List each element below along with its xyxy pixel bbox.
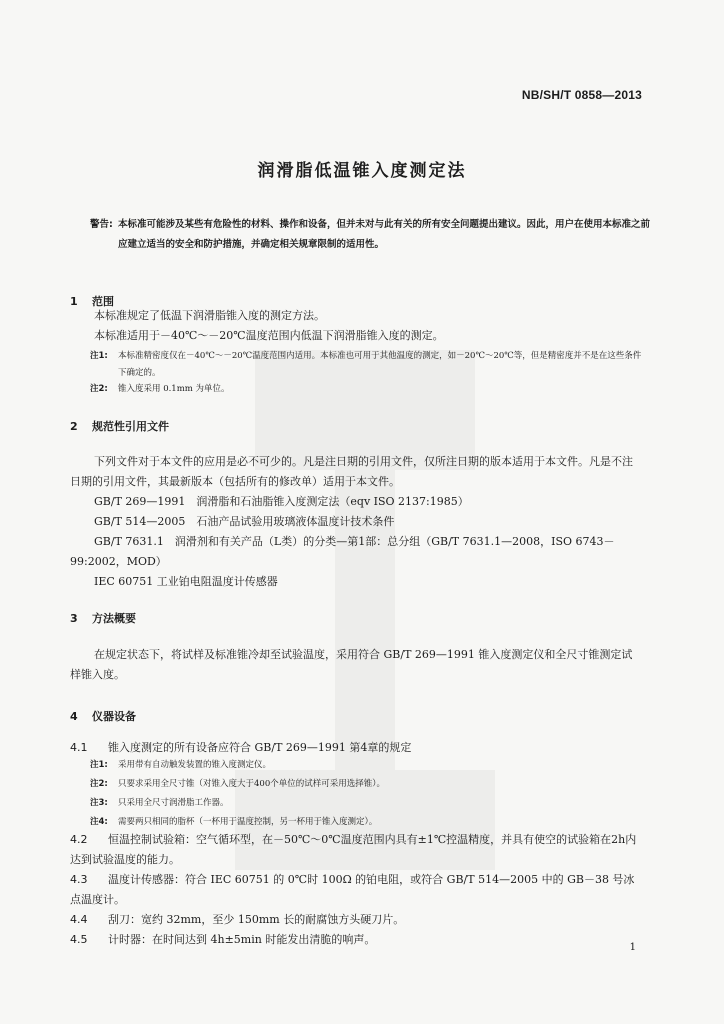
note-text: 需要两只相同的脂杯（一杯用于温度控制，另一杯用于锥入度测定）。 bbox=[118, 817, 378, 827]
note-text: 只要求采用全尺寸锥（对锥入度大于400个单位的试样可采用选择锥）。 bbox=[118, 779, 385, 789]
clause-4-5 bbox=[70, 930, 642, 950]
section-title: 范围 bbox=[92, 295, 114, 308]
note-text: 只采用全尺寸润滑脂工作器。 bbox=[118, 798, 229, 808]
note-4-4 bbox=[90, 814, 645, 831]
note-label: 注2: bbox=[90, 384, 108, 394]
clause-number: 4.4 bbox=[70, 913, 88, 926]
reference-item: IEC 60751 工业铂电阻温度计传感器 bbox=[94, 575, 278, 588]
clause-text: 计时器：在时间达到 4h±5min 时能发出清脆的响声。 bbox=[108, 933, 376, 946]
warning-block bbox=[90, 215, 650, 255]
note-label: 注1: bbox=[90, 760, 108, 770]
warning-label: 警告: bbox=[90, 219, 113, 230]
section-title: 仪器设备 bbox=[92, 710, 136, 723]
warning-text: 本标准可能涉及某些有危险性的材料、操作和设备，但并未对与此有关的所有安全问题提出建议。因此，用户在使用本标准之前应建立适当的安全和防护措施，并确定相关规章限制的适用性。 bbox=[118, 219, 651, 250]
note-label: 注3: bbox=[90, 798, 108, 808]
clause-number: 4.1 bbox=[70, 741, 88, 754]
section-title: 规范性引用文件 bbox=[92, 420, 169, 433]
section-number: 2 bbox=[70, 420, 78, 433]
clause-4-2 bbox=[70, 830, 642, 870]
note-text: 本标准精密度仅在－40℃～－20℃温度范围内适用。本标准也可用于其他温度的测定，如－20℃～20℃等，但是精密度并不是在这些条件下确定的。 bbox=[118, 351, 642, 378]
reference-item: GB/T 7631.1 润滑剂和有关产品（L类）的分类—第1部：总分组（GB/T 7631.1—2008，ISO 6743－99:2002，MOD） bbox=[70, 535, 615, 568]
note-label: 注2: bbox=[90, 779, 108, 789]
section-number: 4 bbox=[70, 710, 78, 723]
references-intro: 下列文件对于本文件的应用是必不可少的。凡是注日期的引用文件，仅所注日期的版本适用于本文件。凡是不注日期的引用文件，其最新版本（包括所有的修改单）适用于本文件。 bbox=[70, 455, 633, 488]
clause-4-4 bbox=[70, 910, 642, 930]
page-number: 1 bbox=[629, 942, 636, 953]
clause-text: 锥入度测定的所有设备应符合 GB/T 269—1991 第4章的规定 bbox=[108, 741, 412, 754]
note-4-2 bbox=[90, 776, 645, 793]
section-title: 方法概要 bbox=[92, 612, 136, 625]
note-label: 注1: bbox=[90, 351, 108, 361]
note-label: 注4: bbox=[90, 817, 108, 827]
clause-4-1 bbox=[70, 738, 642, 758]
clause-number: 4.2 bbox=[70, 833, 88, 846]
section-heading-2 bbox=[70, 418, 169, 434]
clause-text: 温度计传感器：符合 IEC 60751 的 0℃时 100Ω 的铂电阻，或符合 GB/T 514—2005 中的 GB－38 号冰点温度计。 bbox=[70, 873, 635, 906]
section-heading-4 bbox=[70, 708, 136, 724]
note-4-3 bbox=[90, 795, 645, 812]
reference-item: GB/T 269—1991 润滑脂和石油脂锥入度测定法（eqv ISO 2137:1985） bbox=[94, 495, 469, 508]
scope-para-2: 本标准适用于－40℃～－20℃温度范围内低温下润滑脂锥入度的测定。 bbox=[94, 329, 444, 342]
note-1-1 bbox=[90, 348, 645, 382]
note-text: 锥入度采用 0.1mm 为单位。 bbox=[118, 384, 230, 394]
scope-para-1: 本标准规定了低温下润滑脂锥入度的测定方法。 bbox=[94, 309, 325, 322]
section-heading-3 bbox=[70, 610, 136, 626]
clause-number: 4.3 bbox=[70, 873, 88, 886]
section-number: 1 bbox=[70, 295, 78, 308]
section-number: 3 bbox=[70, 612, 78, 625]
note-4-1 bbox=[90, 757, 645, 774]
clause-number: 4.5 bbox=[70, 933, 88, 946]
standard-code: NB/SH/T 0858—2013 bbox=[521, 88, 642, 102]
note-1-2 bbox=[90, 381, 645, 398]
clause-text: 刮刀：宽约 32mm，至少 150mm 长的耐腐蚀方头硬刀片。 bbox=[108, 913, 405, 926]
reference-item: GB/T 514—2005 石油产品试验用玻璃液体温度计技术条件 bbox=[94, 515, 395, 528]
document-title: 润滑脂低温锥入度测定法 bbox=[257, 161, 467, 181]
note-text: 采用带有自动触发装置的锥入度测定仪。 bbox=[118, 760, 272, 770]
clause-text: 恒温控制试验箱：空气循环型，在－50℃～0℃温度范围内具有±1℃控温精度，并具有使空的试验箱在2h内达到试验温度的能力。 bbox=[70, 833, 637, 866]
method-summary: 在规定状态下，将试样及标准锥冷却至试验温度，采用符合 GB/T 269—1991 锥入度测定仪和全尺寸锥测定试样锥入度。 bbox=[70, 648, 633, 681]
clause-4-3 bbox=[70, 870, 642, 910]
